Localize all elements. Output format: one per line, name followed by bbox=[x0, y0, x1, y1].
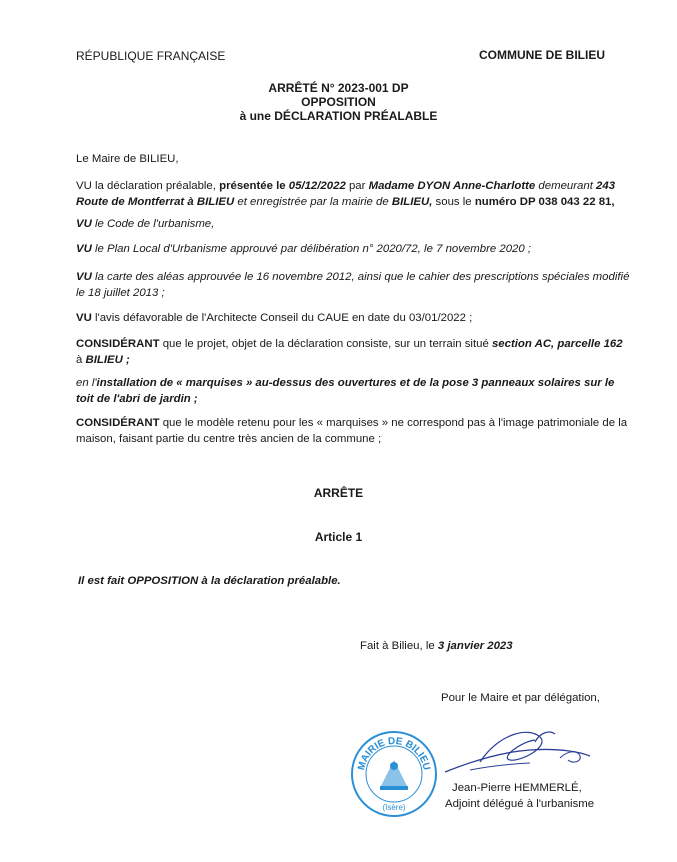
vu-carte-aleas: VU la carte des aléas approuvée le 16 novembre 2012, ainsi que le cahier des prescriptions spéciales modifié le 18 juillet 2013 ; bbox=[76, 271, 630, 299]
svg-text:(Isère): (Isère) bbox=[382, 803, 406, 812]
vu-plu: VU le Plan Local d'Urbanisme approuvé par délibération n° 2020/72, le 7 novembre 2020 ; bbox=[76, 243, 532, 255]
arrete-heading: ARRÊTE bbox=[313, 486, 364, 500]
header-right: COMMUNE DE BILIEU bbox=[479, 48, 605, 62]
vu-declaration: VU la déclaration préalable, présentée le 05/12/2022 par Madame DYON Anne-Charlotte demeurant 243 Route de Montferrat à BILIEU et enregistrée par la mairie de BILIEU, sous le numéro DP 038 043 22 81, bbox=[76, 180, 616, 208]
intro: Le Maire de BILIEU, bbox=[76, 153, 179, 165]
svg-text:MAIRIE DE BILIEU: MAIRIE DE BILIEU bbox=[356, 735, 432, 772]
decision: Il est fait OPPOSITION à la déclaration préalable. bbox=[78, 575, 341, 587]
article-heading: Article 1 bbox=[314, 530, 363, 544]
title-line3: à une DÉCLARATION PRÉALABLE bbox=[239, 109, 438, 123]
delegation: Pour le Maire et par délégation, bbox=[441, 692, 600, 704]
vu-code-urbanisme: VU le Code de l'urbanisme, bbox=[76, 218, 215, 230]
header-left: RÉPUBLIQUE FRANÇAISE bbox=[76, 49, 226, 63]
signatory-role: Adjoint délégué à l'urbanisme bbox=[445, 798, 595, 810]
title-line1: ARRÊTÉ N° 2023-001 DP bbox=[268, 81, 409, 95]
considerant-terrain: CONSIDÉRANT que le projet, objet de la déclaration consiste, sur un terrain situé section AC, parcelle 162 à BILIEU ; bbox=[76, 338, 623, 366]
mairie-stamp bbox=[350, 730, 438, 818]
fait-a: Fait à Bilieu, le 3 janvier 2023 bbox=[360, 640, 513, 652]
considerant-marquises: CONSIDÉRANT que le modèle retenu pour les « marquises » ne correspond pas à l'image patrimoniale de la maison, faisant partie du centre très ancien de la commune ; bbox=[76, 417, 628, 445]
signatory-name: Jean-Pierre HEMMERLÉ, bbox=[452, 782, 582, 794]
considerant-installation: en l'installation de « marquises » au-dessus des ouvertures et de la pose 3 panneaux solaires sur le toit de l'abri de jardin ; bbox=[76, 377, 615, 405]
vu-avis-caue: VU l'avis défavorable de l'Architecte Conseil du CAUE en date du 03/01/2022 ; bbox=[76, 312, 473, 324]
title-line2: OPPOSITION bbox=[301, 95, 376, 109]
handwritten-signature bbox=[440, 722, 600, 782]
